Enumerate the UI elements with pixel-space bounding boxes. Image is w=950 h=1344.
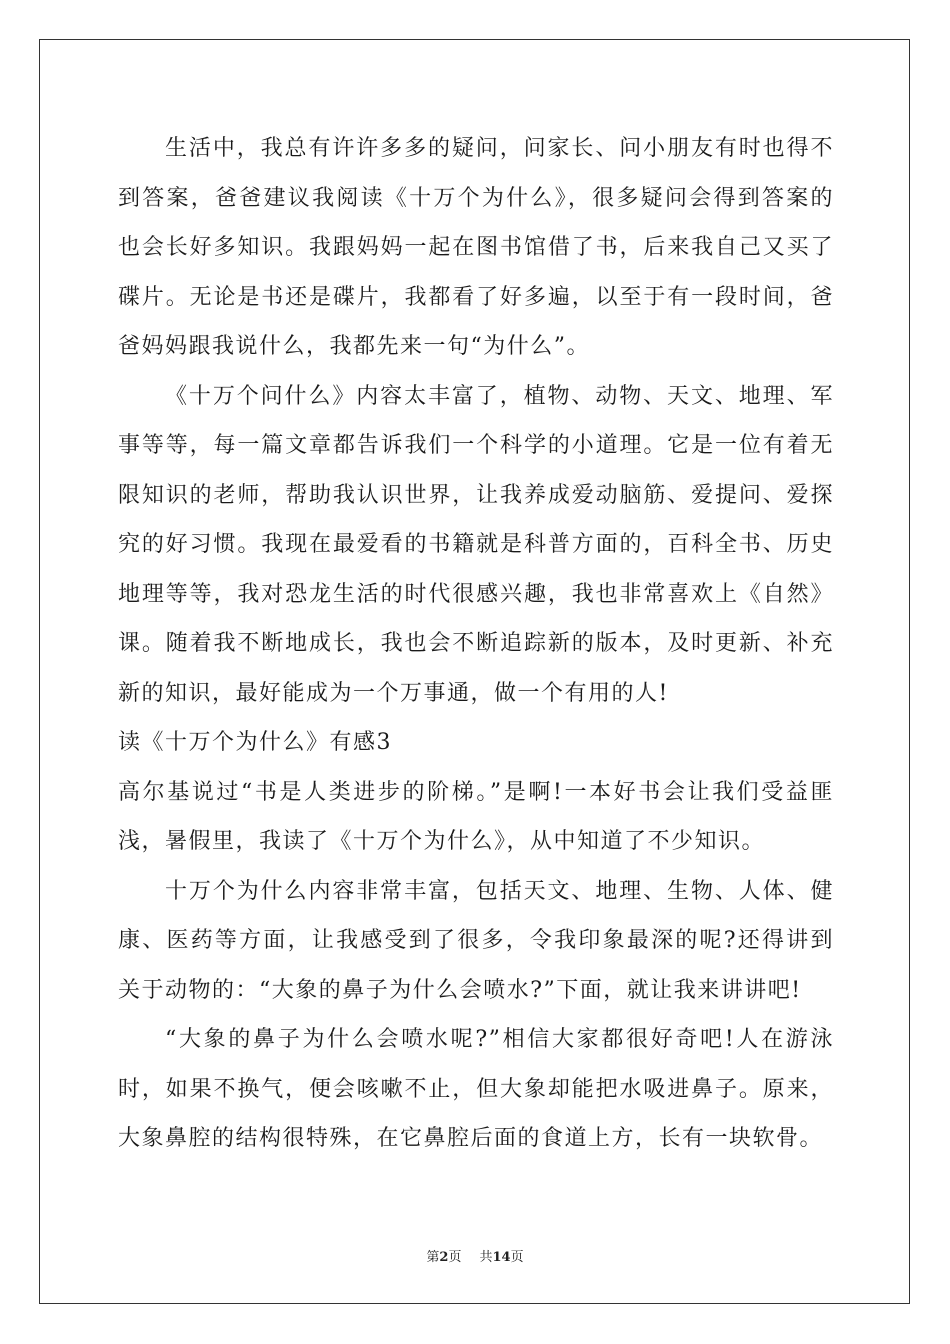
page-current: 2 [439, 1250, 449, 1265]
total-prefix: 共 [479, 1250, 493, 1265]
page-footer [0, 1246, 950, 1265]
page-prefix: 第 [426, 1250, 440, 1265]
paragraph: 《十万个问什么》内容太丰富了，植物、动物、天文、地理、军事等等，每一篇文章都告诉我们一个科学的小道理。它是一位有着无限知识的老师，帮助我认识世界，让我养成爱动脑筋、爱提问、爱探究的好习惯。我现在最爱看的书籍就是科普方面的，百科全书、历史地理等等，我对恐龙生活的时代很感兴趣，我也非常喜欢上《自然》课。随着我不断地成长，我也会不断追踪新的版本，及时更新、补充新的知识，最好能成为一个万事通，做一个有用的人! [118, 383, 834, 706]
paragraph: “大象的鼻子为什么会喷水呢?”相信大家都很好奇吧!人在游泳时，如果不换气，便会咳嗽不止，但大象却能把水吸进鼻子。原来，大象鼻腔的结构很特殊，在它鼻腔后面的食道上方，长有一块软骨。 [118, 1027, 834, 1151]
paragraph: 高尔基说过“书是人类进步的阶梯。”是啊!一本好书会让我们受益匪浅，暑假里，我读了《十万个为什么》，从中知道了不少知识。 [118, 779, 834, 854]
total-suffix: 页 [510, 1250, 524, 1265]
page-suffix: 页 [448, 1250, 462, 1265]
page-total: 14 [492, 1250, 511, 1265]
document-body [118, 124, 834, 1164]
paragraph: 生活中，我总有许许多多的疑问，问家长、问小朋友有时也得不到答案，爸爸建议我阅读《十万个为什么》，很多疑问会得到答案的也会长好多知识。我跟妈妈一起在图书馆借了书，后来我自己又买了碟片。无论是书还是碟片，我都看了好多遍，以至于有一段时间，爸爸妈妈跟我说什么，我都先来一句“为什么”。 [118, 136, 834, 359]
section-title: 读《十万个为什么》有感3 [118, 730, 392, 755]
paragraph: 十万个为什么内容非常丰富，包括天文、地理、生物、人体、健康、医药等方面，让我感受到了很多，令我印象最深的呢?还得讲到关于动物的：“大象的鼻子为什么会喷水?”下面，就让我来讲讲吧! [118, 878, 834, 1003]
